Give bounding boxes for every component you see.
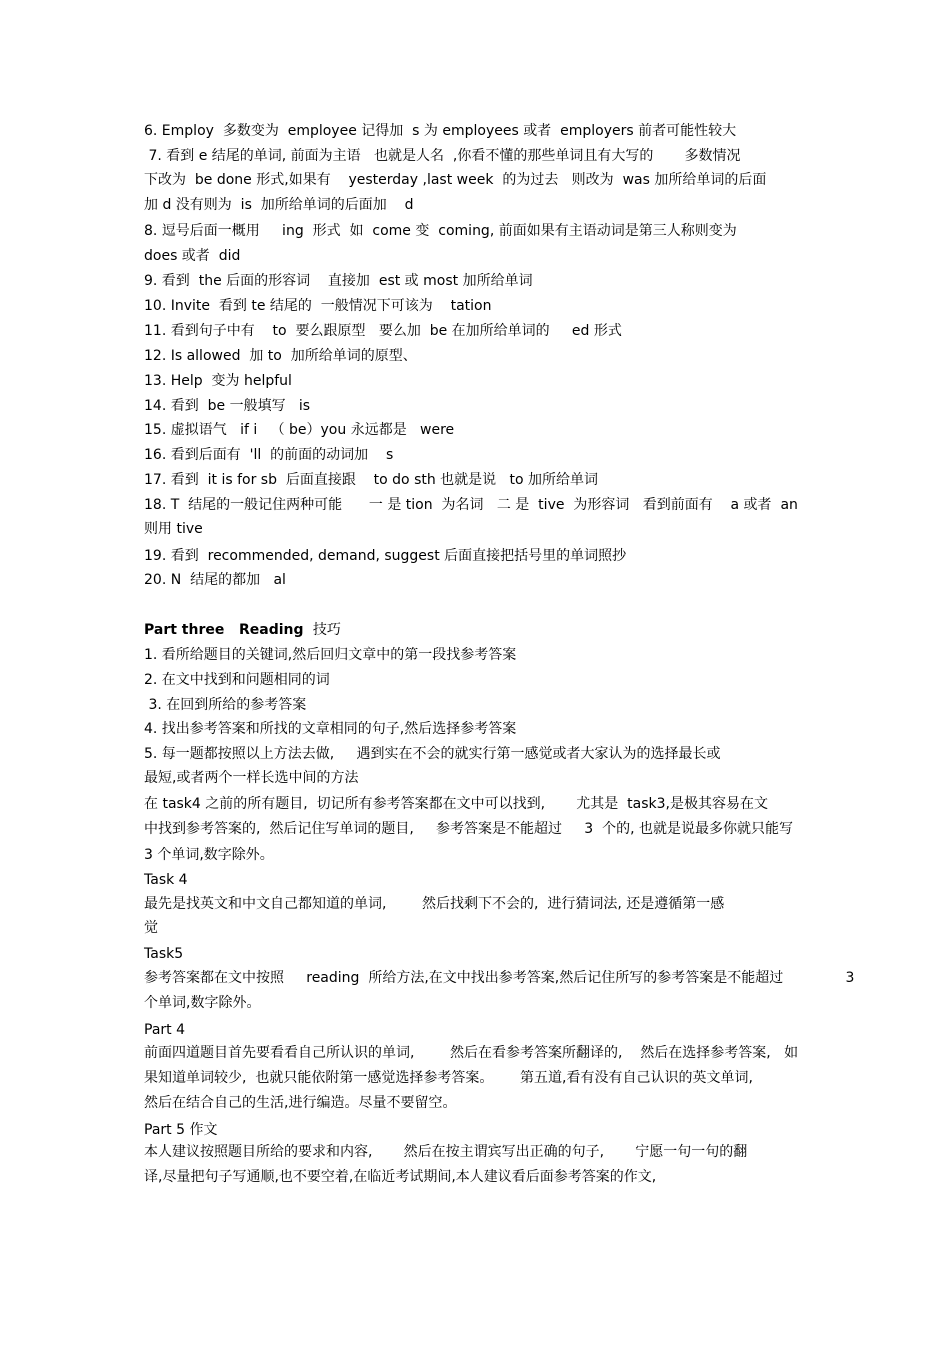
task4-note-line2: 中找到参考答案的, 然后记住写单词的题目, 参考答案是不能超过 3 个的, 也就是说最多你就只能写 <box>144 821 794 837</box>
task4-note-line3: 3 个单词,数字除外。 <box>144 847 274 863</box>
rule-12: 12. Is allowed 加 to 加所给单词的原型、 <box>144 348 417 364</box>
part4-heading: Part 4 <box>144 1022 185 1038</box>
rule-10: 10. Invite 看到 te 结尾的 一般情况下可该为 tation <box>144 298 492 314</box>
task4-line2: 觉 <box>144 920 158 936</box>
reading-step-5-line1: 5. 每一题都按照以上方法去做, 遇到实在不会的就实行第一感觉或者大家认为的选择最长或 <box>144 746 721 762</box>
task5-line1: 参考答案都在文中按照 reading 所给方法,在文中找出参考答案,然后记住所写的参考答案是不能超过 3 <box>144 970 855 986</box>
part-three-heading <box>144 621 341 639</box>
rule-19: 19. 看到 recommended, demand, suggest 后面直接把括号里的单词照抄 <box>144 548 627 564</box>
rule-7-line3: 加 d 没有则为 is 加所给单词的后面加 d <box>144 197 414 213</box>
rule-8-line1: 8. 逗号后面一概用 ing 形式 如 come 变 coming, 前面如果有主语动词是第三人称则变为 <box>144 223 737 239</box>
task5-line2: 个单词,数字除外。 <box>144 995 261 1011</box>
rule-13: 13. Help 变为 helpful <box>144 373 292 389</box>
part4-line3: 然后在结合自己的生活,进行编造。尽量不要留空。 <box>144 1095 457 1111</box>
rule-9: 9. 看到 the 后面的形容词 直接加 est 或 most 加所给单词 <box>144 273 533 289</box>
task4-note-line1: 在 task4 之前的所有题目, 切记所有参考答案都在文中可以找到, 尤其是 task3,是极其容易在文 <box>144 796 768 812</box>
task5-heading: Task5 <box>144 946 184 962</box>
reading-step-4: 4. 找出参考答案和所找的文章相同的句子,然后选择参考答案 <box>144 721 517 737</box>
reading-step-5-line2: 最短,或者两个一样长选中间的方法 <box>144 770 359 786</box>
rule-17: 17. 看到 it is for sb 后面直接跟 to do sth 也就是说 to 加所给单词 <box>144 472 599 488</box>
part-three-suffix: 技巧 <box>312 622 341 638</box>
task4-heading: Task 4 <box>144 872 188 888</box>
part-three-title: Part three Reading <box>144 622 309 638</box>
part5-line1: 本人建议按照题目所给的要求和内容, 然后在按主谓宾写出正确的句子, 宁愿一句一句的翻 <box>144 1144 748 1160</box>
rule-8-line2: does 或者 did <box>144 248 241 264</box>
part4-line2: 果知道单词较少, 也就只能依附第一感觉选择参考答案。 第五道,看有没有自己认识的英文单词, <box>144 1070 753 1086</box>
rule-15: 15. 虚拟语气 if i （ be）you 永远都是 were <box>144 422 455 438</box>
task4-line1: 最先是找英文和中文自己都知道的单词, 然后找剩下不会的, 进行猜词法, 还是遵循第一感 <box>144 896 725 912</box>
reading-step-3: 3. 在回到所给的参考答案 <box>144 697 307 713</box>
rule-6: 6. Employ 多数变为 employee 记得加 s 为 employees 或者 employers 前者可能性较大 <box>144 123 737 139</box>
rule-7-line1: 7. 看到 e 结尾的单词, 前面为主语 也就是人名 ,你看不懂的那些单词且有大写的 多数情况 <box>144 148 741 164</box>
part4-line1: 前面四道题目首先要看看自己所认识的单词, 然后在看参考答案所翻译的, 然后在选择参考答案, 如 <box>144 1045 799 1061</box>
rule-14: 14. 看到 be 一般填写 is <box>144 398 311 414</box>
rule-18-line1: 18. T 结尾的一般记住两种可能 一 是 tion 为名词 二 是 tive 为形容词 看到前面有 a 或者 an <box>144 497 798 513</box>
rule-18-line2: 则用 tive <box>144 521 203 537</box>
reading-step-1: 1. 看所给题目的关键词,然后回归文章中的第一段找参考答案 <box>144 647 517 663</box>
rule-11: 11. 看到句子中有 to 要么跟原型 要么加 be 在加所给单词的 ed 形式 <box>144 323 622 339</box>
rule-20: 20. N 结尾的都加 al <box>144 572 286 588</box>
rule-16: 16. 看到后面有 'll 的前面的动词加 s <box>144 447 394 463</box>
part5-heading: Part 5 作文 <box>144 1122 218 1138</box>
part5-line2: 译,尽量把句子写通顺,也不要空着,在临近考试期间,本人建议看后面参考答案的作文, <box>144 1169 657 1185</box>
reading-step-2: 2. 在文中找到和问题相同的词 <box>144 672 330 688</box>
rule-7-line2: 下改为 be done 形式,如果有 yesterday ,last week 的为过去 则改为 was 加所给单词的后面 <box>144 172 767 188</box>
